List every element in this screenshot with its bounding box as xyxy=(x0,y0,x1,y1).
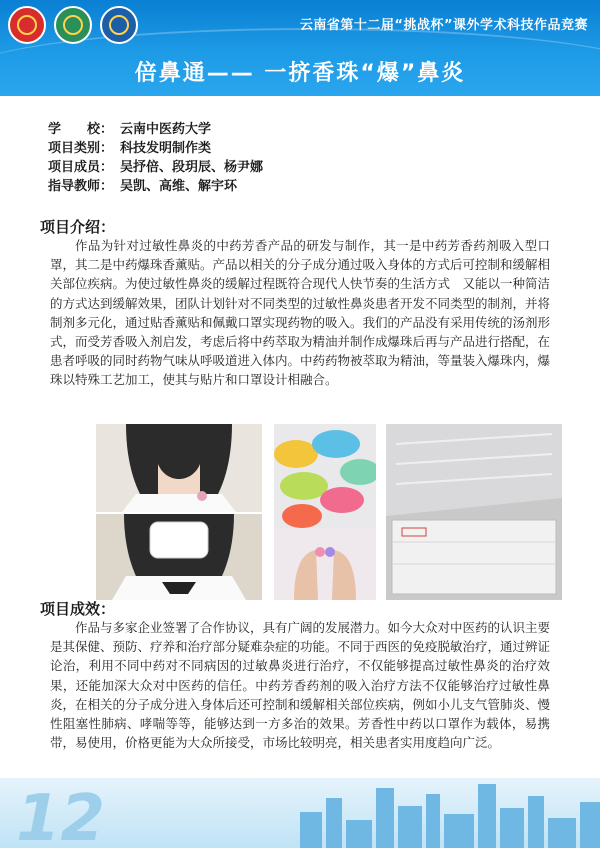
info-row-category xyxy=(48,139,263,158)
competition-icon xyxy=(54,6,92,44)
sci-tech-icon xyxy=(100,6,138,44)
intro-paragraph: 作品为针对过敏性鼻炎的中药芳香产品的研发与制作，其一是中药芳香药剂吸入型口罩，其二是中药爆珠香薰贴。产品以相关的分子成分通过吸入身体的方式后可控制和缓解相关部位疾病。为使过敏性鼻炎的缓解过程既符合现代人快节奏的生活方式 又能以一种简洁的方式达到缓解效果，团队计划针对不同类型的过敏性鼻炎患者开发不同类型的制剂，并将制剂多元化，通过贴香薰贴和佩戴口罩实现药物的吸入。我们的产品没有采用传统的汤剂形式，而受芳香吸入剂启发，考虑后将中药萃取为精油并制作成爆珠后再与产品进行搭配，在患者呼吸的同时药物气味从呼吸道进入体内。中药药物被萃取为精油，等量装入爆珠内，爆珠以特殊工艺加工，使其与贴片和口罩设计相融合。 xyxy=(50,238,551,388)
info-value: 科技发明制作类 xyxy=(120,141,212,156)
photo-beads xyxy=(274,424,376,600)
info-row-members xyxy=(48,158,263,177)
info-key: 项目类别： xyxy=(48,141,114,156)
info-value: 吴凯、高维、解宇环 xyxy=(120,179,238,194)
info-row-school xyxy=(48,120,263,139)
page-number: 12 xyxy=(16,782,106,848)
info-value: 吴抒倍、段玥辰、杨尹娜 xyxy=(120,160,264,175)
product-photos xyxy=(0,424,600,600)
competition-title: 云南省第十二届“挑战杯”课外学术科技作品竞赛 xyxy=(299,18,588,33)
info-key: 学 校： xyxy=(48,122,114,137)
photo-mask-product xyxy=(386,424,562,600)
info-value: 云南中医药大学 xyxy=(120,122,212,137)
info-key: 项目成员： xyxy=(48,160,114,175)
youth-league-icon xyxy=(8,6,46,44)
results-heading: 项目成效： xyxy=(40,600,116,618)
results-paragraph: 作品与多家企业签署了合作协议，具有广阔的发展潜力。如今大众对中医药的认识主要是其保健、预防、疗养和治疗部分疑难杂症的功能。不同于西医的免疫脱敏治疗，通过辨证论治，利用不同中药对不同病因的过敏鼻炎进行治疗，不仅能够提高过敏性鼻炎的治疗效果，还能加深大众对中医药的信任。中药芳香药剂的吸入治疗方法不仅能够治疗过敏性鼻炎，在相关的分子成分进入身体后还可控制和缓解相关部位疾病，例如小儿支气管肺炎、慢性阻塞性肺病、哮喘等等，能够达到一方多治的效果。芳香性中药以口罩作为载体，易携带，易使用，价格更能为大众所接受，市场比较明亮，相关患者实用度趋向广泛。 xyxy=(50,620,551,751)
intro-heading: 项目介绍： xyxy=(40,218,116,236)
info-key: 指导教师： xyxy=(48,179,114,194)
logo-group xyxy=(8,6,138,44)
photo-mask-wearing xyxy=(96,514,262,600)
project-info xyxy=(48,120,263,196)
header-banner xyxy=(0,0,600,96)
footer-banner xyxy=(0,778,600,848)
photo-patch-wearing xyxy=(96,424,262,512)
project-title: 倍鼻通—— 一挤香珠“爆”鼻炎 xyxy=(134,61,466,86)
info-row-advisors xyxy=(48,177,263,196)
